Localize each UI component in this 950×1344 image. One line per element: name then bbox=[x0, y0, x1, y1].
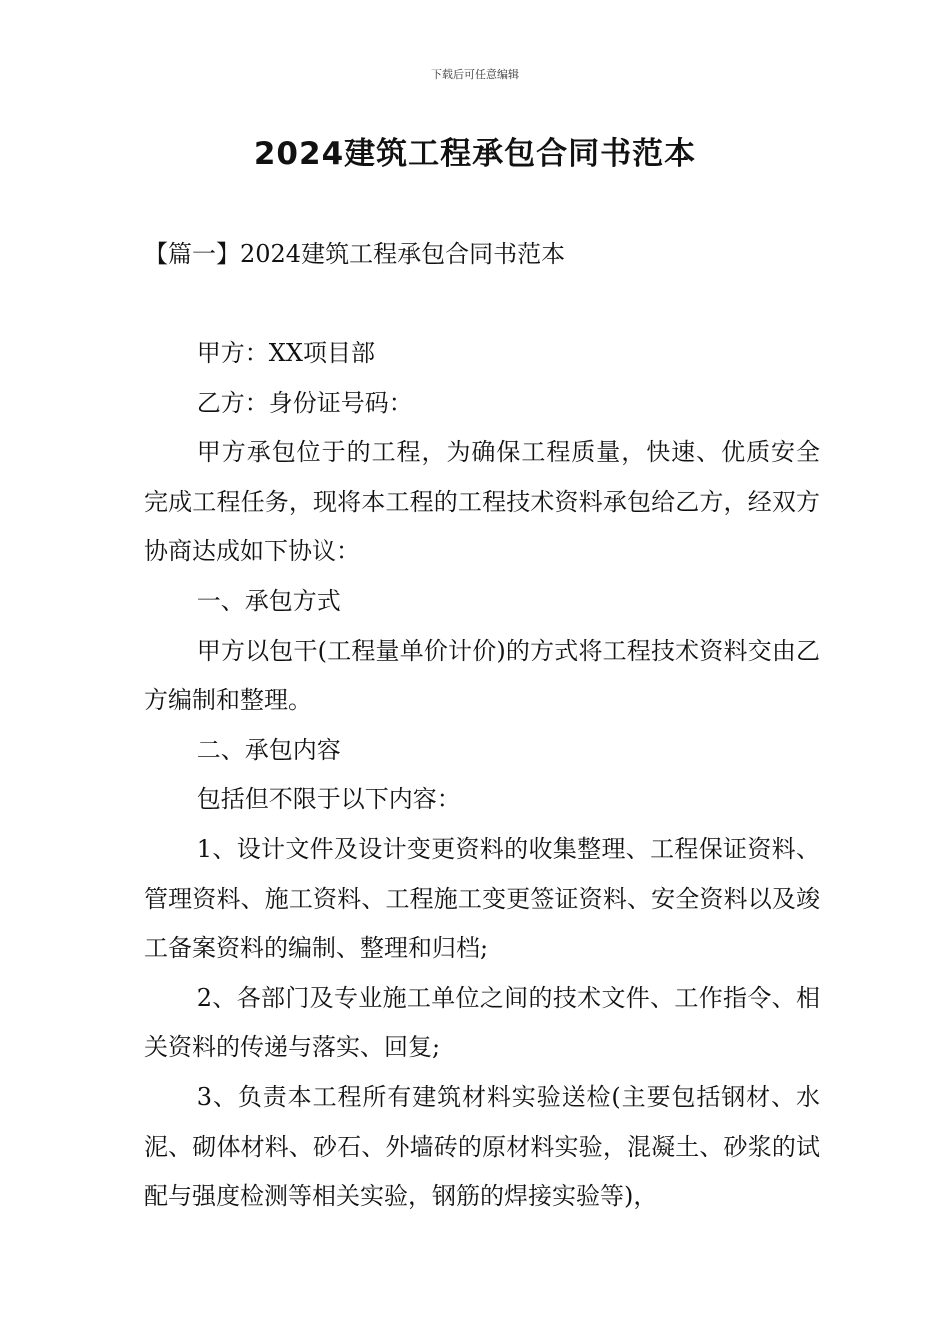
paragraph-heading-2: 二、承包内容 bbox=[196, 735, 341, 764]
header-note: 下载后可任意编辑 bbox=[431, 68, 519, 81]
section-heading: 【篇一】2024建筑工程承包合同书范本 bbox=[144, 240, 566, 268]
paragraph-party-a: 甲方：XX项目部 bbox=[196, 339, 375, 367]
paragraph-item-1: 1、设计文件及设计变更资料的收集整理、工程保证资料、管理资料、施工资料、工程施工变更签证资料、安全资料以及竣工备案资料的编制、整理和归档; bbox=[144, 834, 820, 963]
paragraph-party-b: 乙方：身份证号码： bbox=[196, 388, 413, 417]
paragraph-item-3: 3、负责本工程所有建筑材料实验送检(主要包括钢材、水泥、砌体材料、砂石、外墙砖的原材料实验，混凝土、砂浆的试配与强度检测等相关实验，钢筋的焊接实验等)， bbox=[144, 1082, 820, 1211]
paragraph-intro: 甲方承包位于的工程，为确保工程质量，快速、优质安全完成工程任务，现将本工程的工程技术资料承包给乙方，经双方协商达成如下协议： bbox=[144, 438, 820, 566]
document-body bbox=[144, 329, 820, 1222]
paragraph-content-intro: 包括但不限于以下内容： bbox=[196, 785, 461, 814]
page-title: 2024建筑工程承包合同书范本 bbox=[253, 136, 697, 172]
paragraph-method: 甲方以包干(工程量单价计价)的方式将工程技术资料交由乙方编制和整理。 bbox=[144, 636, 820, 715]
paragraph-item-2: 2、各部门及专业施工单位之间的技术文件、工作指令、相关资料的传递与落实、回复; bbox=[144, 983, 820, 1062]
paragraph-heading-1: 一、承包方式 bbox=[196, 586, 341, 615]
